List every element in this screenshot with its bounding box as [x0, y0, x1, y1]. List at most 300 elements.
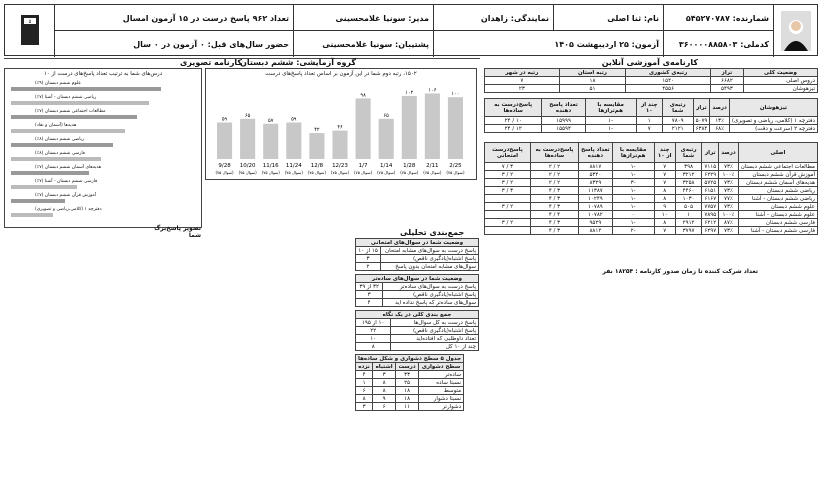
difficulty-cell: ۳	[373, 371, 396, 379]
bar-category-label: 1/7	[358, 163, 368, 169]
bar-category-label: 1/28	[403, 163, 416, 169]
talent-cell: ۱	[636, 117, 662, 125]
lessons-table	[484, 142, 818, 235]
lessons-cell: هدیه‌های آسمان ششم دبستان	[738, 179, 817, 187]
talent-cell: ۱۵۵۹۴	[542, 125, 585, 133]
analysis-blocks	[355, 238, 479, 411]
lessons-cell: ۷۸۹۵	[702, 211, 719, 219]
lessons-cell: ۸	[654, 195, 675, 203]
status-cell: دروس اصلی	[743, 77, 817, 85]
lessons-cell: ۳ / ۴	[530, 203, 578, 211]
exam-questions-table: وضعیت شما در سوال‌های امتحانی پاسخ درست به سوال‌های مشابه امتحان ۱۵ از ۱۰ پاسخ اشتباه(یادگیری ناقص) ۳ سوال‌های مشابه امتحان بدون پاسخ ۲	[355, 238, 479, 271]
lessons-cell: ۲ / ۲	[530, 171, 578, 179]
chart-bar	[309, 133, 324, 159]
overall-cell: ۱۰ از ۱۹۵	[356, 319, 391, 327]
lessons-cell: ۱۱۳۸۷	[579, 187, 613, 195]
bar-category-label: 11/24	[285, 163, 302, 169]
lessons-cell: ۲ / ۲	[530, 163, 578, 171]
lessons-cell: ۶۱۵۱	[702, 187, 719, 195]
status-header: تراز	[710, 69, 743, 77]
talent-cell: ۱۰ / ۲۴	[485, 117, 542, 125]
ranking-label: ریاضی ششم دبستان - آشنا (۷٪)	[35, 95, 97, 100]
answer-sheet-label: تصویر پاسخ‌برگ شما	[154, 225, 201, 239]
overall-cell: ۲۲	[356, 327, 391, 335]
status-row	[485, 77, 818, 85]
difficulty-cell: ۱۸	[396, 387, 419, 395]
ranking-bar	[11, 101, 149, 105]
exam-q-row	[356, 255, 479, 263]
lessons-cell: ۳۲۵۸	[675, 179, 702, 187]
lessons-row	[485, 171, 818, 179]
ranking-bar	[11, 199, 65, 203]
lessons-cell: ۷	[654, 227, 675, 235]
group-title: گروه آزمایشی: ششم دبستان	[240, 58, 357, 67]
lessons-cell: -۱	[612, 163, 654, 171]
talent-header: درصد	[710, 99, 729, 117]
supporter: پشتیبان: سونیا غلامحسینی	[293, 31, 433, 57]
difficulty-cell: ۱	[356, 379, 373, 387]
lessons-cell: ۱۰۰٪	[719, 211, 738, 219]
simple-q-cell: پاسخ اشتباه(یادگیری ناقص)	[383, 291, 479, 299]
chart-bar	[402, 96, 417, 159]
lessons-cell: ۸	[654, 187, 675, 195]
difficulty-row	[356, 387, 464, 395]
lessons-row	[485, 163, 818, 171]
exam-date: آزمون: ۲۵ اردیبهشت ۱۴۰۵	[433, 31, 663, 57]
bar-value-label: ۴۲	[314, 127, 320, 134]
chart-bar	[217, 123, 232, 159]
difficulty-cell: متوسط	[419, 387, 464, 395]
talent-cell: ۷	[636, 125, 662, 133]
lessons-cell: -۱	[612, 219, 654, 227]
lessons-cell: ۷	[654, 171, 675, 179]
lessons-header: تعداد پاسخ دهنده	[579, 143, 613, 163]
overall-cell: پاسخ اشتباه(یادگیری ناقص)	[391, 327, 479, 335]
bar-sublabel: (۷۵ سوال)	[215, 170, 234, 175]
ranking-label: علوم ششم دبستان (۹٪)	[35, 81, 82, 86]
lessons-cell: ۳ / ۴	[530, 195, 578, 203]
lessons-row	[485, 227, 818, 235]
talent-header: رتبه‌ی شما	[662, 99, 693, 117]
status-cell: ۱۸	[559, 77, 626, 85]
overall-cell: ۱۰	[356, 335, 391, 343]
difficulty-cell: ۸	[373, 379, 396, 387]
chart-bar	[448, 97, 463, 159]
ranking-label: فارسی ششم دبستان - آشنا (۷٪)	[35, 179, 98, 184]
exam-q-row	[356, 263, 479, 271]
talent-header: مقایسه با هم‌ترازها	[585, 99, 636, 117]
talent-row	[485, 125, 818, 133]
difficulty-header: اشتباه	[373, 363, 396, 371]
talent-cell: ۱۵۹۹۹	[542, 117, 585, 125]
ranking-label: مطالعات اجتماعی ششم دبستان (۷٪)	[35, 109, 106, 114]
status-cell: ۶۶۸۲	[710, 77, 743, 85]
ranking-bar	[11, 143, 113, 147]
overall-cell: تعداد داوطلبی که افتاده‌اید	[391, 335, 479, 343]
lessons-cell: ۷۷۵۷	[702, 203, 719, 211]
lessons-cell: ۱۰۲۴۹	[579, 195, 613, 203]
lessons-header: رتبه‌ی شما	[675, 143, 702, 163]
lessons-cell: ۱۰۳۰	[675, 195, 702, 203]
national-code: کدملی: ۳۶۰۰۰۰۸۸۵۸۰۳	[663, 31, 773, 57]
lessons-cell: ۶۲۹۷	[702, 227, 719, 235]
lessons-cell: ۲۹۱۲	[675, 219, 702, 227]
difficulty-row	[356, 379, 464, 387]
ranking-label: آموزش قرآن ششم دبستان (۷٪)	[35, 193, 97, 198]
ranking-panel	[4, 68, 202, 239]
bar-sublabel: (۷۵ سوال)	[423, 170, 442, 175]
lessons-cell: -۲	[612, 227, 654, 235]
student-name: نام: ثنا اصلی	[553, 5, 663, 31]
lessons-cell: ۸۸۱۷	[579, 163, 613, 171]
bar-category-label: 11/16	[262, 163, 279, 169]
status-cell: تیزهوشان	[743, 85, 817, 93]
talent-cell: -۱	[585, 125, 636, 133]
lessons-cell: ۹	[654, 203, 675, 211]
difficulty-header: نزده	[356, 363, 373, 371]
lessons-cell: علوم ششم دبستان	[738, 203, 817, 211]
lessons-cell: ۸۷٪	[719, 219, 738, 227]
status-cell: ۲۳	[485, 85, 560, 93]
lessons-cell: ۱۰۷۸۹	[579, 203, 613, 211]
bar-value-label: ۱۰۰	[451, 91, 460, 98]
difficulty-cell: ساده‌تر	[419, 371, 464, 379]
talent-header: تیزهوشان	[729, 99, 817, 117]
chart-bar	[379, 119, 394, 159]
lessons-row	[485, 195, 818, 203]
lessons-row	[485, 219, 818, 227]
lessons-cell: ۲ / ۳	[485, 203, 531, 211]
bar-value-label: ۶۵	[383, 112, 389, 119]
difficulty-cell: ۹	[373, 395, 396, 403]
talent-cell: دفترچه ۲ (سرعت و دقت)	[729, 125, 817, 133]
bar-sublabel: (۷۵ سوال)	[354, 170, 373, 175]
status-row	[485, 85, 818, 93]
lessons-cell: ۷	[654, 163, 675, 171]
talent-cell: ۱۳٪	[710, 117, 729, 125]
lessons-cell: ۷۳٪	[719, 179, 738, 187]
bar-value-label: ۵۷	[268, 117, 274, 124]
lessons-cell	[485, 195, 531, 203]
lessons-cell: ۳ / ۴	[530, 219, 578, 227]
bar-sublabel: (۷۵ سوال)	[377, 170, 396, 175]
bar-value-label: ۵۹	[221, 116, 228, 123]
exam-q-row	[356, 247, 479, 255]
bar-category-label: 10/20	[239, 163, 256, 169]
bar-value-label: ۱۰۲	[405, 89, 414, 96]
logo	[5, 5, 55, 57]
exam-q-cell: ۱۵ از ۱۰	[356, 247, 381, 255]
bar-value-label: ۵۹	[291, 116, 297, 123]
chart-bar	[240, 119, 255, 159]
lessons-cell: ۷۳٪	[719, 187, 738, 195]
chart-caption: ۱۵۰۲، رتبه دوم شما در این آزمون بر اساس تعداد پاسخ‌های درست	[265, 71, 417, 77]
status-cell: ۷	[485, 77, 560, 85]
ranking-bar	[11, 157, 101, 161]
lessons-cell: -۱	[612, 195, 654, 203]
bar-category-label: 9/28	[218, 163, 231, 169]
lessons-cell: ۷	[654, 179, 675, 187]
lessons-cell: ۶۲۱۲	[702, 219, 719, 227]
lessons-cell: ۸۳۲۹	[579, 179, 613, 187]
bar-sublabel: (۷۵ سوال)	[446, 170, 465, 175]
exam-q-cell: ۳	[356, 255, 381, 263]
difficulty-cell: ۶	[356, 387, 373, 395]
lessons-cell: ۷۷٪	[719, 195, 738, 203]
chart-bar	[286, 123, 301, 159]
lessons-cell: ۶۲۲۹	[702, 171, 719, 179]
ranking-label: فارسی ششم دبستان (۸٪)	[35, 151, 85, 156]
chart-bar	[425, 93, 440, 159]
difficulty-cell: ۱۱	[396, 403, 419, 411]
chart-bar	[332, 131, 347, 159]
status-cell: ۱۵۴۰	[626, 77, 711, 85]
status-table	[484, 68, 818, 93]
bar-sublabel: (۷۵ سوال)	[238, 170, 257, 175]
exam-q-cell: پاسخ اشتباه(یادگیری ناقص)	[381, 255, 479, 263]
status-header: وضعیت کلی	[743, 69, 817, 77]
lessons-cell: ۸۸۱۲	[579, 227, 613, 235]
visual-title: کارنامه تصویری	[180, 58, 243, 67]
lessons-cell: ۱۰۷۸۲	[579, 211, 613, 219]
lessons-cell: ۱	[675, 211, 702, 219]
lessons-cell: ۲ / ۳	[485, 219, 531, 227]
lessons-cell: ۲ / ۳	[485, 171, 531, 179]
ranking-bar	[11, 171, 89, 175]
lessons-header: پاسخ‌درست به ساده‌ها	[530, 143, 578, 163]
lessons-cell: فارسی ششم دبستان - آشنا	[738, 227, 817, 235]
lessons-cell: آموزش قرآن ششم دبستان	[738, 171, 817, 179]
bar-category-label: 12/23	[332, 163, 348, 169]
lessons-cell: ۷۱۱۵	[702, 163, 719, 171]
score-chart	[205, 68, 477, 180]
simple-q-cell: ۳۲ از ۳۹	[356, 283, 383, 291]
difficulty-cell: ۱۸	[396, 395, 419, 403]
difficulty-cell: ۳	[356, 403, 373, 411]
talent-table	[484, 98, 818, 133]
talent-header: پاسخ‌درست به ساده‌ها	[485, 99, 542, 117]
status-header: رتبه‌ی کشوری	[626, 69, 711, 77]
status-cell: ۵۱	[559, 85, 626, 93]
lessons-header: درصد	[719, 143, 738, 163]
lessons-cell: ۰	[612, 211, 654, 219]
ranking-bar	[11, 115, 137, 119]
talent-row	[485, 117, 818, 125]
logo-icon	[15, 11, 45, 51]
overall-cell: ۸	[356, 343, 391, 351]
lessons-row	[485, 203, 818, 211]
lessons-row	[485, 179, 818, 187]
difficulty-cell: ۴	[356, 371, 373, 379]
lessons-cell: ۸	[654, 219, 675, 227]
student-photo	[773, 5, 817, 57]
lessons-header: اصلی	[738, 143, 817, 163]
report-header	[4, 4, 818, 56]
ranking-bar	[11, 185, 77, 189]
status-cell: ۵۴۹۳	[710, 85, 743, 93]
bar-value-label: ۹۸	[360, 92, 366, 99]
participants-count: تعداد شرکت کننده تا زمان صدور کارنامه : ۱۸۲۵۴ نفر	[602, 268, 758, 275]
status-cell: ۴۵۵۶	[626, 85, 711, 93]
ranking-label: دفترچه ۱ (کلامی،ریاضی و تصویری)	[35, 207, 102, 212]
lessons-cell	[485, 227, 531, 235]
avatar-icon	[781, 11, 811, 51]
ranking-caption: درس‌های شما به ترتیب تعداد پاسخ‌های درست از ۱۰	[43, 71, 163, 77]
talent-cell: -۱	[585, 117, 636, 125]
simple-q-row	[356, 299, 479, 307]
status-header: رتبه در شهر	[485, 69, 560, 77]
bar-sublabel: (۷۵ سوال)	[307, 170, 326, 175]
overall-cell: چند از ۱۰ کل	[391, 343, 479, 351]
difficulty-row	[356, 371, 464, 379]
lessons-cell	[485, 211, 531, 219]
difficulty-cell: ۸	[356, 395, 373, 403]
chart-bar	[356, 98, 371, 159]
bar-value-label: ۱۰۶	[428, 87, 437, 94]
talent-header: تراز	[693, 99, 710, 117]
talent-cell: ۶۳۸۴	[693, 125, 710, 133]
lessons-cell: ریاضی ششم دبستان	[738, 187, 817, 195]
lessons-cell: -۱	[612, 203, 654, 211]
overall-row	[356, 335, 479, 343]
bar-sublabel: (۷۵ سوال)	[261, 170, 280, 175]
difficulty-cell: ۳۳	[396, 371, 419, 379]
difficulty-cell: نسبتا ساده	[419, 379, 464, 387]
exam-q-cell: پاسخ درست به سوال‌های مشابه امتحان	[381, 247, 479, 255]
lessons-cell: ۳۲۱۲	[675, 171, 702, 179]
simple-q-row	[356, 291, 479, 299]
bar-value-label: ۴۶	[337, 124, 343, 131]
simple-questions-table: وضعیت شما در سوال‌های ساده‌تر پاسخ درست به سوال‌های ساده‌تر ۳۲ از ۳۹ پاسخ اشتباه(یادگیری ناقص) ۳ سوال‌های ساده‌تر که پاسخ نداده اید ۴	[355, 274, 479, 307]
lessons-cell: -۱	[612, 187, 654, 195]
simple-q-cell: ۴	[356, 299, 383, 307]
lessons-header: پاسخ‌درست امتحانی	[485, 143, 531, 163]
chart-bar	[263, 124, 278, 159]
lessons-cell: ۳ / ۷	[485, 163, 531, 171]
lessons-cell: ۳ / ۴	[530, 187, 578, 195]
talent-header: چند از ۱۰	[636, 99, 662, 117]
difficulty-row	[356, 403, 464, 411]
ranking-bar	[11, 213, 53, 217]
exam-q-cell: ۲	[356, 263, 381, 271]
student-id: شمارنده: ۵۴۵۲۷۰۷۸۷	[663, 5, 773, 31]
difficulty-cell: دشوارتر	[419, 403, 464, 411]
lessons-cell: ۷۳٪	[719, 227, 738, 235]
talent-cell: ۲۱۲۱	[662, 125, 693, 133]
lessons-cell: ۷۳٪	[719, 203, 738, 211]
bar-sublabel: (۷۵ سوال)	[330, 170, 350, 175]
lessons-cell: ۲ / ۳	[485, 179, 531, 187]
analysis-title: جمع‌بندی تحلیلی	[400, 228, 465, 237]
lessons-cell: -۱	[612, 171, 654, 179]
talent-cell: ۷۸۰۹	[662, 117, 693, 125]
lessons-cell: ۱۰۰٪	[719, 171, 738, 179]
correct-count: تعداد ۹۶۲ پاسخ درست در ۱۵ آزمون امسال	[122, 13, 289, 23]
difficulty-cell: نسبتا دشوار	[419, 395, 464, 403]
difficulty-table: جدول ۵ سطح دشواری و شکل ساده‌ها سطح دشواری درست اشتباه نزده ساده‌تر ۳۳ ۳ ۴ نسبتا ساده ۲۵ ۸ ۱ متوسط ۱۸ ۸ ۶ نسبتا دشوار ۱۸ ۹ ۸ دشوارتر ۱۱ ۶ ۳	[355, 354, 464, 411]
lessons-header: چند از ۱۰	[654, 143, 675, 163]
online-report	[484, 58, 818, 275]
lessons-cell: ۳۷۹۷	[675, 227, 702, 235]
lessons-cell: ۹۵۲۹	[579, 219, 613, 227]
difficulty-header: سطح دشواری	[419, 363, 464, 371]
simple-q-cell: سوال‌های ساده‌تر که پاسخ نداده اید	[383, 299, 479, 307]
lessons-header: تراز	[702, 143, 719, 163]
lessons-row	[485, 211, 818, 219]
status-header: رتبه استان	[559, 69, 626, 77]
lessons-cell: ۵۳۴۰	[579, 171, 613, 179]
talent-header: تعداد پاسخ دهنده	[542, 99, 585, 117]
ranking-label: ریاضی ششم دبستان (۸٪)	[35, 137, 85, 142]
lessons-header: مقایسه با هم‌ترازها	[612, 143, 654, 163]
bar-sublabel: (۷۵ سوال)	[400, 170, 419, 175]
difficulty-row	[356, 395, 464, 403]
bar-category-label: 1/14	[380, 163, 393, 169]
bar-value-label: ۶۵	[244, 112, 251, 119]
difficulty-cell: ۸	[373, 387, 396, 395]
lessons-cell: ۳۹۸	[675, 163, 702, 171]
difficulty-cell: ۲۵	[396, 379, 419, 387]
ranking-label: هدیه‌ها (آسمان و نقاد)	[35, 123, 77, 128]
talent-cell: ۶۸٪	[710, 125, 729, 133]
lessons-cell: ۱۰	[654, 211, 675, 219]
lessons-cell: ۵۷۲۵	[702, 179, 719, 187]
lessons-cell: ۴ / ۴	[530, 211, 578, 219]
difficulty-header: درست	[396, 363, 419, 371]
overall-table: جمع بندی کلی در یک نگاه پاسخ درست به کل سوال‌ها ۱۰ از ۱۹۵ پاسخ اشتباه(یادگیری ناقص) ۲۲ تعداد داوطلبی که افتاده‌اید ۱۰ چند از ۱۰ کل ۸	[355, 310, 479, 351]
history: حضور سال‌های قبل: ۰ آزمون در ۰ سال	[133, 39, 289, 49]
lessons-cell: ۴۴۶۰	[675, 187, 702, 195]
simple-q-cell: پاسخ درست به سوال‌های ساده‌تر	[383, 283, 479, 291]
bar-category-label: 2/25	[449, 163, 462, 169]
lessons-cell: ۶۱۶۷	[702, 195, 719, 203]
lessons-cell: ۳ / ۳	[485, 187, 531, 195]
lessons-cell: علوم ششم دبستان - آشنا	[738, 211, 817, 219]
lessons-cell: مطالعات اجتماعی ششم دبستان	[738, 163, 817, 171]
talent-cell: ۱۲ / ۲۴	[485, 125, 542, 133]
ranking-bar	[11, 87, 161, 91]
bar-chart-svg	[206, 71, 476, 179]
bar-category-label: 12/8	[310, 163, 324, 169]
agency: نمایندگی: زاهدان	[433, 5, 553, 31]
lessons-cell: ۵۰۵	[675, 203, 702, 211]
overall-cell: پاسخ درست به کل سوال‌ها	[391, 319, 479, 327]
overall-row	[356, 327, 479, 335]
talent-cell: دفترچه ۱ (کلامی، ریاضی و تصویری)	[729, 117, 817, 125]
overall-row	[356, 343, 479, 351]
lessons-row	[485, 187, 818, 195]
lessons-cell: ۲ / ۲	[530, 179, 578, 187]
lessons-cell: ۳ / ۴	[530, 227, 578, 235]
ranking-bar	[11, 129, 125, 133]
lessons-cell: ریاضی ششم دبستان - آشنا	[738, 195, 817, 203]
ranking-label: هدیه‌های آسمان ششم دبستان (۷٪)	[35, 165, 102, 170]
bar-sublabel: (۷۵ سوال)	[284, 170, 303, 175]
exam-q-cell: سوال‌های مشابه امتحان بدون پاسخ	[381, 263, 479, 271]
manager: مدیر: سونیا غلامحسینی	[293, 5, 433, 31]
lessons-cell: فارسی ششم دبستان	[738, 219, 817, 227]
bar-category-label: 2/11	[426, 163, 439, 169]
talent-cell: ۵۰۷۹	[693, 117, 710, 125]
difficulty-cell: ۶	[373, 403, 396, 411]
lessons-cell: -۳	[612, 179, 654, 187]
lessons-cell: ۷۳٪	[719, 163, 738, 171]
online-title: کارنامه‌ی آموزشی آنلاین	[601, 58, 698, 67]
simple-q-cell: ۳	[356, 291, 383, 299]
svg-text:۵: ۵	[28, 19, 31, 25]
simple-q-row	[356, 283, 479, 291]
overall-row	[356, 319, 479, 327]
